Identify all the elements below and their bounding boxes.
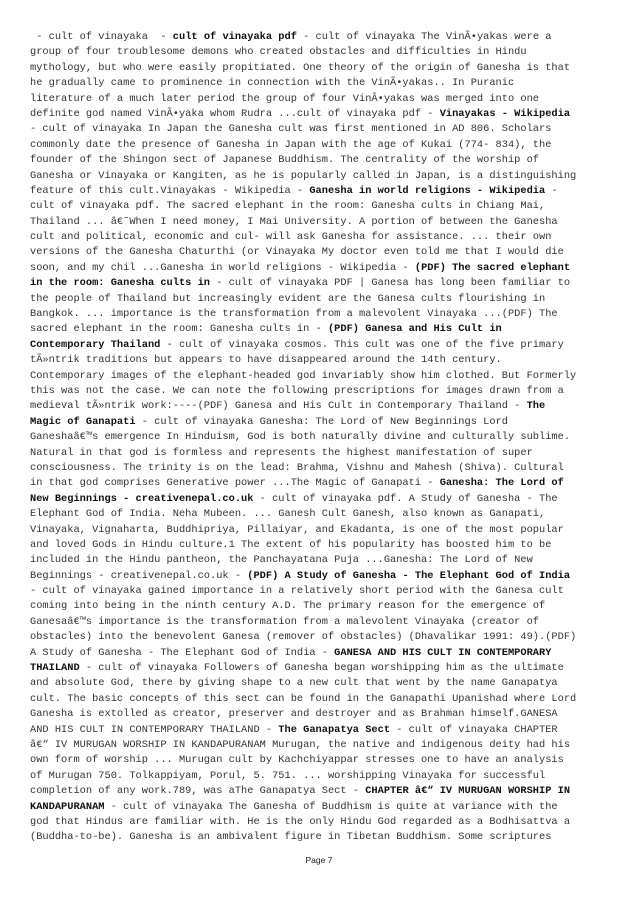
text-line bbox=[30, 230, 612, 245]
text-segment: in that god comprises Generative power ...The Magic of Ganapati - bbox=[30, 477, 440, 490]
text-line bbox=[30, 338, 612, 353]
text-line bbox=[30, 415, 612, 430]
text-line bbox=[30, 153, 612, 168]
text-line bbox=[30, 322, 612, 337]
text-segment: Ganeshaâ€™s emergence In Hinduism, God is both naturally divine and culturally sublime. bbox=[30, 431, 571, 444]
text-segment: coming into being in the ninth century A.D. The primary reason for the emergence of bbox=[30, 600, 546, 613]
text-line bbox=[30, 261, 612, 276]
text-segment: he gradually came to prominence in connection with the VinÃ•yakas.. In Puranic bbox=[30, 77, 515, 90]
text-segment: Beginnings - creativenepal.co.uk - bbox=[30, 569, 248, 582]
text-segment: - cult of vinayaka In Japan the Ganesha cult was first mentioned in AD 806. Scholars bbox=[30, 123, 552, 136]
text-segment: - cult of vinayaka Ganesha: The Lord of New Beginnings Lord bbox=[135, 415, 508, 428]
bold-heading-segment: in the room: Ganesha cults in bbox=[30, 277, 211, 290]
text-line bbox=[30, 784, 612, 799]
text-segment: sacred elephant in the room: Ganesha cults in - bbox=[30, 323, 328, 336]
text-line bbox=[30, 661, 612, 676]
text-segment: group of four troublesome demons who created obstacles and difficulties in Hindu bbox=[30, 46, 527, 59]
text-segment: - cult of vinayaka gained importance in a relatively short period with the Ganesa cult bbox=[30, 585, 564, 598]
bold-heading-segment: Contemporary Thailand bbox=[30, 338, 161, 351]
page-number: Page 7 bbox=[305, 855, 333, 865]
text-line bbox=[30, 369, 612, 384]
text-line bbox=[30, 553, 612, 568]
text-segment: literature of a much later period the group of four VinÃ•yakas was merged into one bbox=[30, 92, 539, 105]
text-line bbox=[30, 630, 612, 645]
text-line bbox=[30, 307, 612, 322]
text-line bbox=[30, 430, 612, 445]
text-line bbox=[30, 199, 612, 214]
text-segment: definite god named VinÃ•yaka whom Rudra ...cult of vinayaka pdf - bbox=[30, 107, 440, 120]
text-line bbox=[30, 769, 612, 784]
text-segment: and loved Gods in Hindu culture.1 The extent of his popularity has boosted him to be bbox=[30, 538, 552, 551]
text-line bbox=[30, 492, 612, 507]
bold-heading-segment: The Ganapatya Sect bbox=[278, 723, 391, 736]
text-line bbox=[30, 30, 612, 45]
bold-heading-segment: The bbox=[526, 400, 546, 413]
text-line bbox=[30, 738, 612, 753]
bold-heading-segment: KANDAPURANAM bbox=[30, 800, 105, 813]
text-line bbox=[30, 646, 612, 661]
text-segment: - cult of vinayaka The Ganesha of Buddhism is quite at variance with the bbox=[104, 800, 558, 813]
text-line bbox=[30, 92, 612, 107]
text-line bbox=[30, 61, 612, 76]
text-line bbox=[30, 584, 612, 599]
text-segment: AND HIS CULT IN CONTEMPORARY THAILAND - bbox=[30, 723, 279, 736]
text-line bbox=[30, 753, 612, 768]
bold-heading-segment: Vinayakas - Wikipedia bbox=[439, 107, 571, 120]
bold-heading-segment: (PDF) The sacred elephant bbox=[414, 261, 571, 274]
text-segment: and absolute God, there by giving shape to a new cult that went by the name Ganapatya bbox=[30, 677, 558, 690]
text-line bbox=[30, 169, 612, 184]
text-segment: cult. The basic concepts of this sect can be found in the Ganapathi Upanishad where Lord bbox=[30, 692, 577, 705]
text-segment: Thailand ... â€˜When I need money, I Mai University. A portion of between the Ganesha bbox=[30, 215, 558, 228]
text-segment: - bbox=[545, 184, 558, 197]
text-segment: - cult of vinayaka CHAPTER bbox=[390, 723, 558, 736]
text-line bbox=[30, 353, 612, 368]
bold-heading-segment: Ganesha in world religions - Wikipedia bbox=[309, 184, 546, 197]
bold-heading-segment: (PDF) Ganesa and His Cult in bbox=[327, 323, 502, 336]
text-segment: Natural in that god is formless and represents the highest manifestation of super bbox=[30, 446, 533, 459]
bold-heading-segment: CHAPTER â€“ IV MURUGAN WORSHIP IN bbox=[365, 785, 571, 798]
text-line bbox=[30, 45, 612, 60]
text-segment: Contemporary images of the elephant-headed god invariably show him clothed. But Formerly bbox=[30, 369, 577, 382]
bold-heading-segment: GANESA AND HIS CULT IN CONTEMPORARY bbox=[334, 646, 552, 659]
text-segment: founder of the Shingon sect of Japanese Buddhism. The centrality of the worship of bbox=[30, 154, 539, 167]
text-segment: cult of vinayaka pdf. The sacred elephant in the room: Ganesha cults in Chiang Mai, bbox=[30, 200, 546, 213]
text-segment: (Buddha-to-be). Ganesha is an ambivalent figure in Tibetan Buddhism. Some scriptures bbox=[30, 831, 552, 844]
text-segment: the people of Thailand but increasingly evident are the Ganesa cults flourishing in bbox=[30, 292, 546, 305]
text-line bbox=[30, 446, 612, 461]
text-line bbox=[30, 615, 612, 630]
text-line bbox=[30, 184, 612, 199]
text-line bbox=[30, 815, 612, 830]
text-segment: - cult of vinayaka PDF | Ganesa has long been familiar to bbox=[210, 277, 571, 290]
text-segment: completion of any work.789, was aThe Ganapatya Sect - bbox=[30, 785, 366, 798]
text-segment: feature of this cult.Vinayakas - Wikipedia - bbox=[30, 184, 310, 197]
text-line bbox=[30, 107, 612, 122]
text-segment: included in the Hindu pantheon, the Panchayatana Puja ...Ganesha: The Lord of New bbox=[30, 554, 533, 567]
text-line bbox=[30, 76, 612, 91]
text-segment: cult and political, economic and cul- will ask Ganesha for assistance. ... their own bbox=[30, 231, 552, 244]
text-segment: consciousness. The trinity is on the lead: Brahma, Vishnu and Mahesh (Shiva). Cultural bbox=[30, 461, 564, 474]
text-segment: versions of the Ganesha Chaturthi (or Vinayaka My doctor even told me that I would die bbox=[30, 246, 564, 259]
text-line bbox=[30, 122, 612, 137]
text-segment: Ganesha or Vinayaka or Kangiten, as he is popularly called in Japan, is a distinguishing bbox=[30, 169, 577, 182]
bold-heading-segment: Magic of Ganapati bbox=[30, 415, 136, 428]
text-segment: medieval tÃ»ntrik work:----(PDF) Ganesa and His Cult in Contemporary Thailand - bbox=[30, 400, 527, 413]
text-line bbox=[30, 800, 612, 815]
text-segment: A Study of Ganesha - The Elephant God of India - bbox=[30, 646, 335, 659]
text-line bbox=[30, 692, 612, 707]
text-segment: of Murugan 750. Tolkappiyam, Porul, 5. 751. ... worshipping Vinayaka for successful bbox=[30, 769, 546, 782]
bold-heading-segment: Ganesha: The Lord of bbox=[439, 477, 564, 490]
bold-heading-segment: THAILAND bbox=[30, 662, 80, 675]
body-text bbox=[30, 30, 612, 846]
text-line bbox=[30, 476, 612, 491]
text-line bbox=[30, 569, 612, 584]
text-line bbox=[30, 707, 612, 722]
text-line bbox=[30, 215, 612, 230]
text-line bbox=[30, 399, 612, 414]
text-line bbox=[30, 138, 612, 153]
text-segment: - cult of vinayaka pdf. A Study of Ganesha - The bbox=[253, 492, 558, 505]
text-line bbox=[30, 276, 612, 291]
text-line bbox=[30, 384, 612, 399]
bold-heading-segment: (PDF) A Study of Ganesha - The Elephant God of India bbox=[247, 569, 571, 582]
text-segment: - cult of vinayaka The VinÃ•yakas were a bbox=[296, 31, 552, 43]
text-line bbox=[30, 830, 612, 845]
text-line bbox=[30, 599, 612, 614]
text-segment: god that Hindus are familiar with. He is the only Hindu God regarded as a Bodhisattva a bbox=[30, 815, 571, 828]
text-segment: soon, and my chil ...Ganesha in world religions - Wikipedia - bbox=[30, 261, 415, 274]
text-line bbox=[30, 292, 612, 307]
text-segment: Vinayaka, Vignaharta, Buddhipriya, Pillaiyar, and Ekadanta, is one of the most popular bbox=[30, 523, 564, 536]
text-segment: commonly date the presence of Ganesha in Japan with the age of Kukai (774- 834), the bbox=[30, 138, 552, 151]
text-line bbox=[30, 723, 612, 738]
bold-heading-segment: cult of vinayaka pdf bbox=[172, 31, 297, 43]
text-segment: - cult of vinayaka - bbox=[30, 31, 173, 43]
text-line bbox=[30, 461, 612, 476]
text-segment: own form of worship ... Murugan cult by Kachchiyappar stresses one to have an analysis bbox=[30, 754, 564, 767]
text-segment: â€“ IV MURUGAN WORSHIP IN KANDAPURANAM Murugan, the native and indigenous deity had his bbox=[30, 738, 571, 751]
text-segment: Ganesha is extolled as creator, preserver and destroyer and as Brahman himself.GANESA bbox=[30, 708, 558, 721]
text-line bbox=[30, 507, 612, 522]
bold-heading-segment: New Beginnings - creativenepal.co.uk bbox=[30, 492, 254, 505]
text-segment: obstacles) into the benevolent Ganesa (remover of obstacles) (Dhavalikar 1991: 49).(PDF) bbox=[30, 631, 577, 644]
text-segment: this was not the case. We can note the following prescriptions for images drawn from a bbox=[30, 384, 564, 397]
text-segment: Ganesaâ€™s importance is the transformation from a malevolent Vinayaka (creator of bbox=[30, 615, 539, 628]
text-line bbox=[30, 523, 612, 538]
text-segment: mythology, but who were easily propitiated. One theory of the origin of Ganesha is that bbox=[30, 61, 571, 74]
text-segment: tÃ»ntrik traditions but appears to have disappeared around the 14th century. bbox=[30, 354, 502, 367]
text-segment: - cult of vinayaka cosmos. This cult was one of the five primary bbox=[160, 338, 564, 351]
text-line bbox=[30, 676, 612, 691]
text-segment: Bangkok. ... importance is the transformation from a malevolent Vinayaka ...(PDF) The bbox=[30, 308, 558, 321]
text-line bbox=[30, 538, 612, 553]
text-segment: - cult of vinayaka Followers of Ganesha began worshipping him as the ultimate bbox=[79, 662, 564, 675]
text-line bbox=[30, 245, 612, 260]
text-segment: Elephant God of India. Neha Mubeen. ... Ganesh Cult Ganesh, also known as Ganapati, bbox=[30, 508, 546, 521]
